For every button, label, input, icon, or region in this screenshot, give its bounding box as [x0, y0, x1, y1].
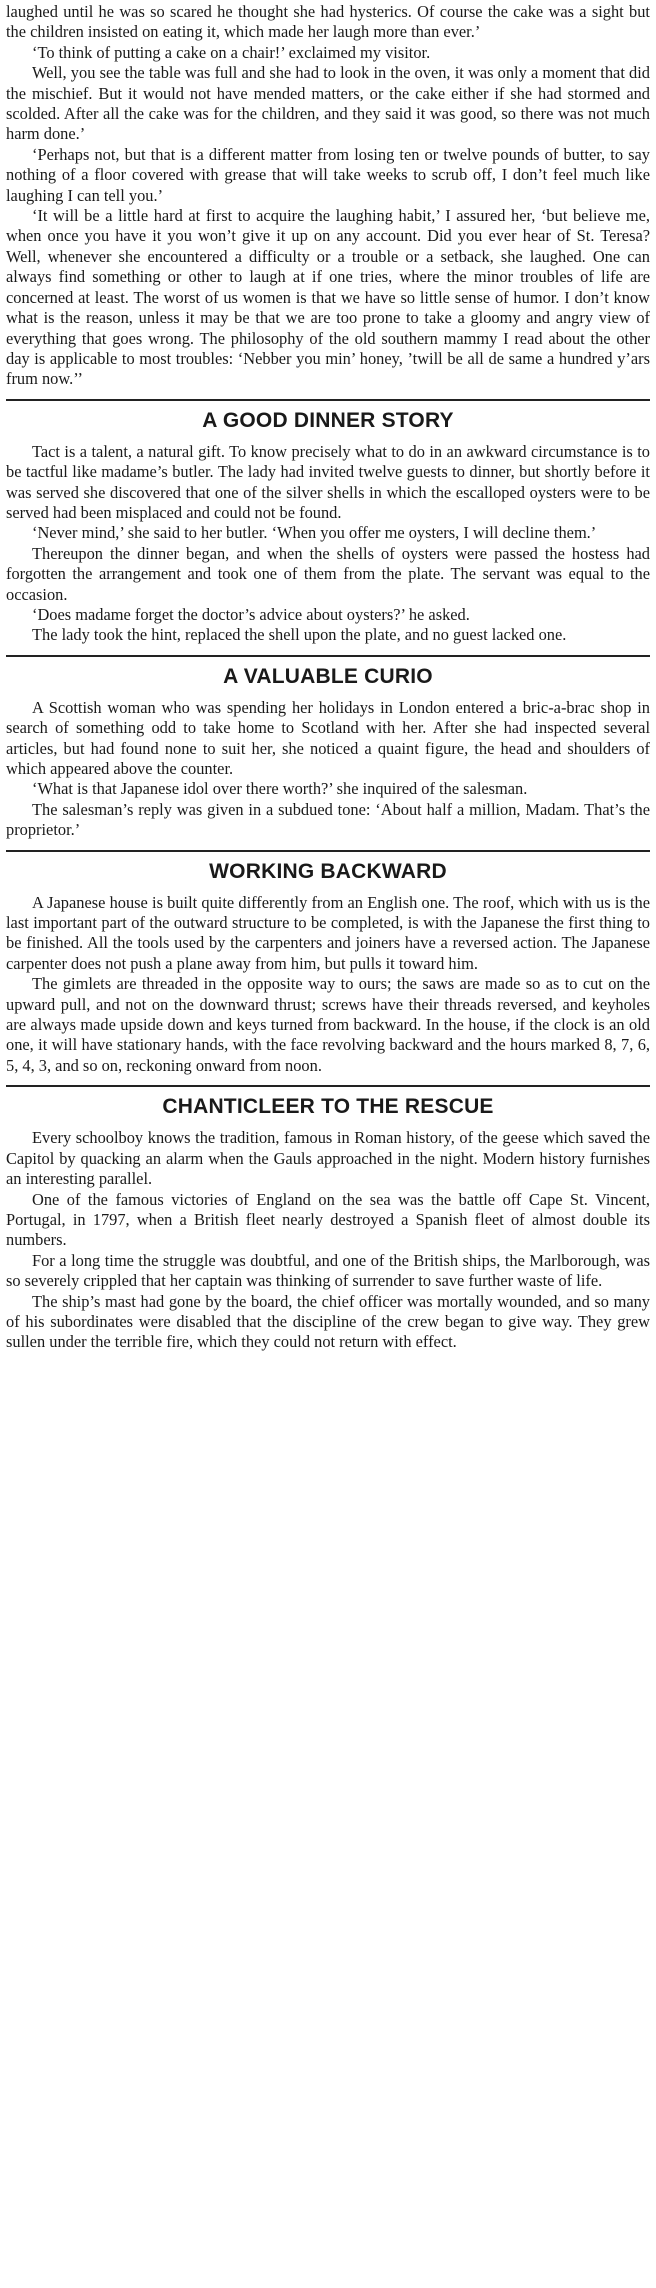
paragraph: ‘Does madame forget the doctor’s advice about oysters?’ he asked.	[32, 604, 470, 624]
paragraph: The ship’s mast had gone by the board, the chief officer was mortally wounded, and so many of his subordinates were disabled that the discipline of the crew began to give way. They grew sullen under the terrible fire, which they could not return with effect.	[6, 1291, 650, 1352]
paragraph: The gimlets are threaded in the opposite way to ours; the saws are made so as to cut on the upward pull, and not on the downward thrust; screws have their threads reversed, and keyholes are always made upside down and keys turned from backward. In the house, if the clock is an old one, it will have stationary hands, with the face revolving backward and the hours marked 8, 7, 6, 5, 4, 3, and so on, reckoning onward from noon.	[6, 974, 650, 1075]
paragraph: Thereupon the dinner began, and when the shells of oysters were passed the hostess had forgotten the arrangement and took one of them from the plate. The servant was equal to the occasion.	[6, 543, 650, 604]
paragraph: ‘Never mind,’ she said to her butler. ‘When you offer me oysters, I will decline them.’	[32, 523, 597, 543]
paragraph: ‘To think of putting a cake on a chair!’ exclaimed my visitor.	[32, 42, 431, 62]
section-chanticleer-rescue	[6, 1087, 650, 1352]
paragraph: For a long time the struggle was doubtful, and one of the British ships, the Marlborough, was so severely crippled that her captain was thinking of surrender to save further waste of life.	[6, 1250, 650, 1291]
section-good-dinner-story	[6, 401, 650, 646]
paragraph: Every schoolboy knows the tradition, famous in Roman history, of the geese which saved the Capitol by quacking an alarm when the Gauls approached in the night. Modern history furnishes an interesting parallel.	[6, 1128, 650, 1189]
section-heading: CHANTICLEER TO THE RESCUE	[162, 1095, 494, 1119]
paragraph: Tact is a talent, a natural gift. To know precisely what to do in an awkward circumstance is to be tactful like madame’s butler. The lady had invited twelve guests to dinner, but shortly before it was served she discovered that one of the silver shells in which the escalloped oysters were to be served had been misplaced and could not be found.	[6, 441, 650, 522]
section-working-backward	[6, 852, 650, 1077]
paragraph: The lady took the hint, replaced the shell upon the plate, and no guest lacked one.	[32, 625, 567, 645]
paragraph: A Scottish woman who was spending her holidays in London entered a bric-a-brac shop in search of something odd to take home to Scotland with her. After she had inspected several articles, but had found none to suit her, she noticed a quaint figure, the head and shoulders of which appeared above the counter.	[6, 697, 650, 778]
section-heading: A VALUABLE CURIO	[223, 664, 433, 688]
paragraph: The salesman’s reply was given in a subdued tone: ‘About half a million, Madam. That’s the proprietor.’	[6, 799, 650, 840]
paragraph: One of the famous victories of England on the sea was the battle off Cape St. Vincent, Portugal, in 1797, when a British fleet nearly destroyed a Spanish fleet of almost double its numbers.	[6, 1189, 650, 1250]
section-valuable-curio	[6, 657, 650, 841]
paragraph: Well, you see the table was full and she had to look in the oven, it was only a moment that did the mischief. But it would not have mended matters, or the cake either if she had stormed and scolded. After all the cake was for the children, and they said it was good, so there was not much harm done.’	[6, 63, 650, 144]
section-laughing-habit	[6, 2, 650, 390]
paragraph: A Japanese house is built quite differently from an English one. The roof, which with us is the last important part of the outward structure to be completed, is with the Japanese the first thing to be finished. All the tools used by the carpenters and joiners have a reversed action. The Japanese carpenter does not push a plane away from him, but pulls it toward him.	[6, 892, 650, 973]
paragraph: laughed until he was so scared he thought she had hysterics. Of course the cake was a sight but the children insisted on eating it, which made her laugh more than ever.’	[6, 2, 650, 42]
section-heading: WORKING BACKWARD	[209, 859, 447, 883]
paragraph: ‘Perhaps not, but that is a different matter from losing ten or twelve pounds of butter, to say nothing of a floor covered with grease that will take weeks to scrub off, I don’t feel much like laughing I can tell you.’	[6, 144, 650, 205]
section-heading: A GOOD DINNER STORY	[202, 408, 454, 432]
paragraph: ‘What is that Japanese idol over there worth?’ she inquired of the salesman.	[32, 779, 528, 799]
paragraph: ‘It will be a little hard at first to acquire the laughing habit,’ I assured her, ‘but believe me, when once you have it you won’t give it up on any account. Did you ever hear of St. Teresa? Well, whenever she encountered a difficulty or a trouble or a setback, she laughed. One can always find something or other to laugh at if one tries, where the minor troubles of life are concerned at least. The worst of us women is that we have so little sense of humor. I don’t know what is the reason, unless it may be that we are too prone to take a gloomy and angry view of everything that goes wrong. The philosophy of the old southern mammy I read about the other day is applicable to most troubles: ‘Nebber you min’ honey, ’twill be all de same a hundred y’ars frum now.’’	[6, 206, 650, 389]
